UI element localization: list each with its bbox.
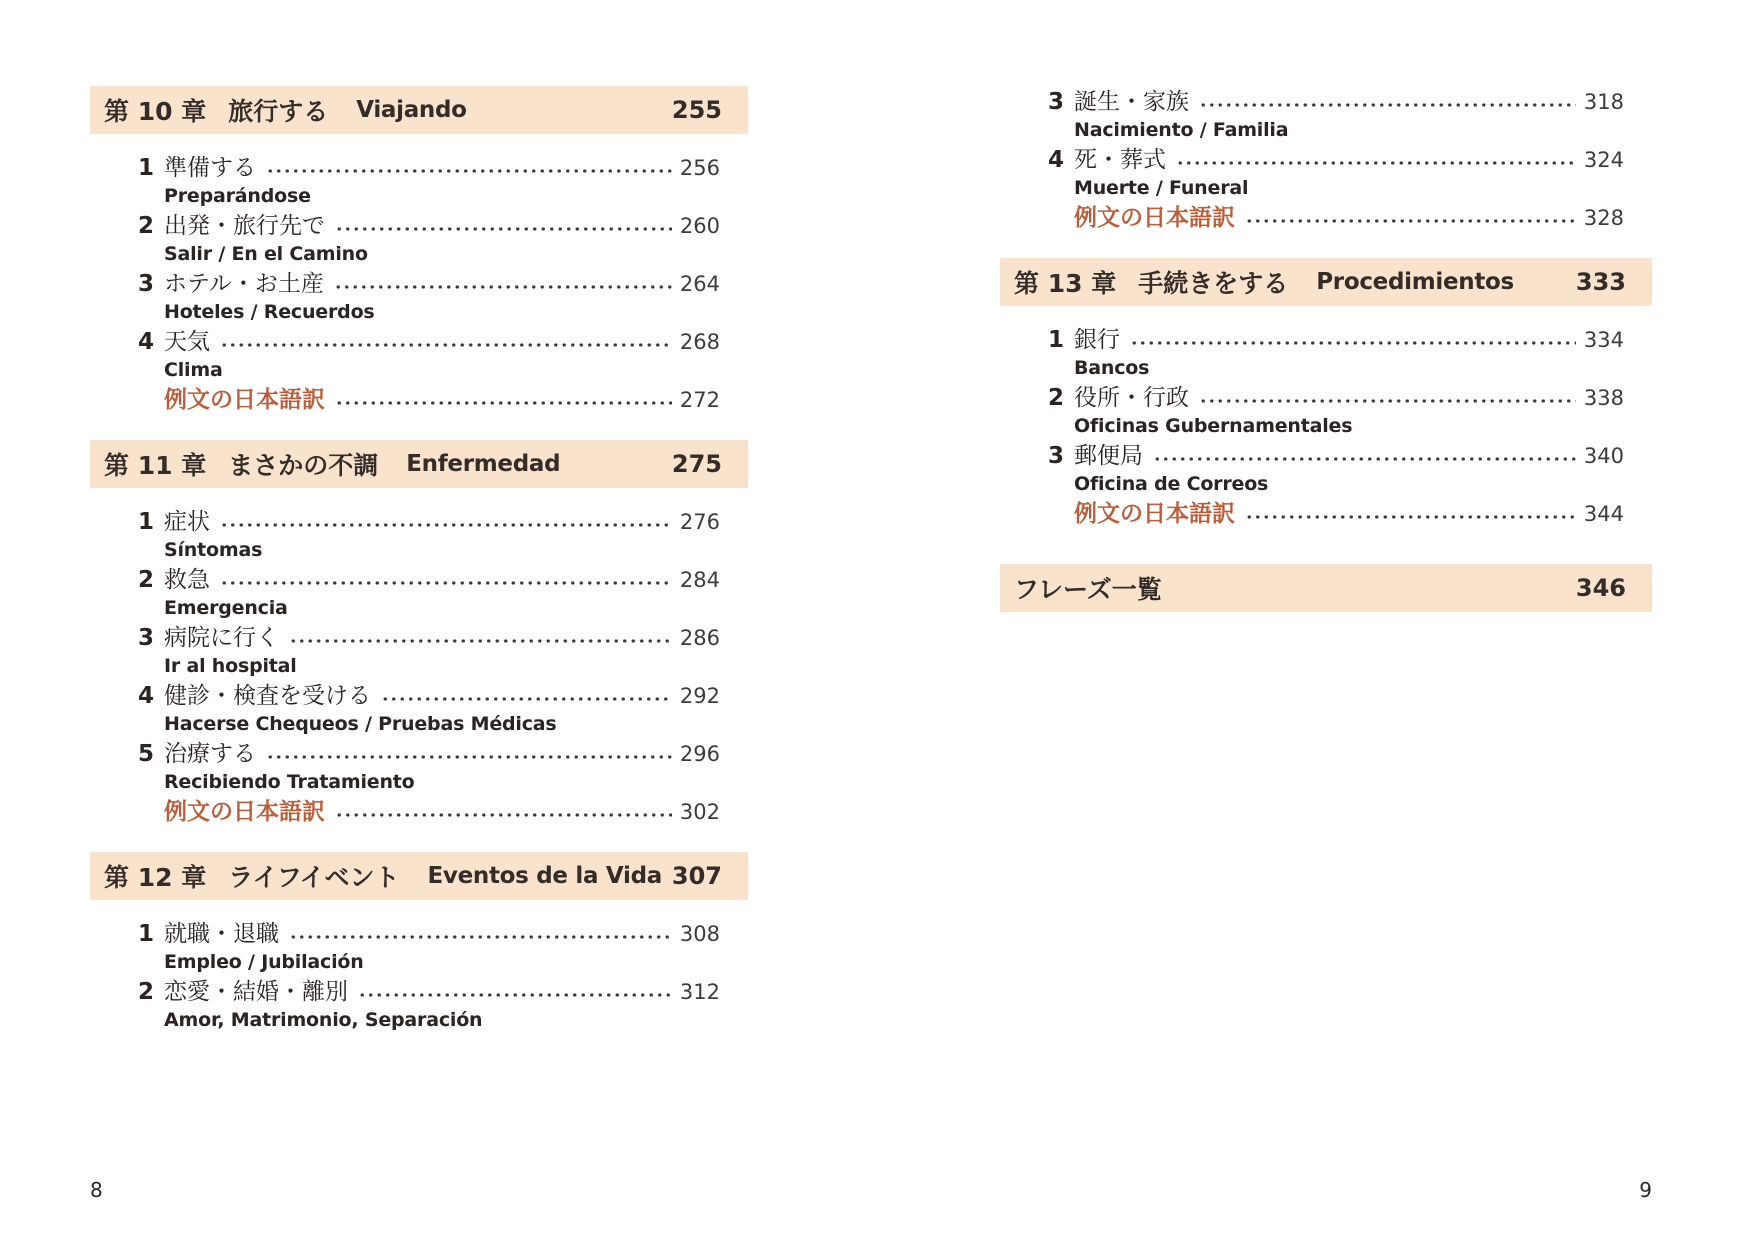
item-title-jp: 死・葬式: [1074, 147, 1166, 173]
toc-item-title-row: [138, 154, 748, 182]
item-number: 4: [1048, 147, 1065, 173]
item-title-es: Clima: [164, 359, 223, 381]
item-number: 4: [138, 683, 155, 709]
item-page-number: 324: [1583, 148, 1624, 172]
toc-item: [90, 920, 748, 974]
chapter-title-jp: 手続きをする: [1138, 269, 1289, 298]
toc-item-title-row: [138, 740, 748, 768]
toc-item: [90, 270, 748, 324]
page-number-right: 9: [1639, 1178, 1652, 1202]
toc-item: [90, 978, 748, 1032]
item-page-number: 292: [679, 684, 720, 708]
toc-item-title-row: [1048, 384, 1652, 412]
phrase-list-banner: [1000, 564, 1652, 612]
dot-leader: [335, 225, 672, 233]
chapter-title-jp: 旅行する: [228, 97, 329, 126]
chapter-number-label: 第 11 章: [104, 451, 207, 480]
toc-item-title-row: [1048, 146, 1652, 174]
chapter-page-number: 307: [671, 862, 722, 890]
toc-item: [90, 740, 748, 794]
item-page-number: 256: [679, 156, 720, 180]
chapter-number-label: 第 12 章: [104, 863, 207, 892]
example-translation-row: [1000, 500, 1652, 528]
toc-item: [1000, 442, 1652, 496]
item-title-es: Bancos: [1074, 357, 1150, 379]
item-title-es: Salir / En el Camino: [164, 243, 368, 265]
toc-item: [90, 154, 748, 208]
toc-item-title-row: [138, 566, 748, 594]
dot-leader: [1199, 397, 1576, 405]
chapter-page-number: 333: [1575, 268, 1626, 296]
dot-leader: [266, 167, 672, 175]
example-translation-row: [90, 798, 748, 826]
dot-leader: [358, 991, 672, 999]
chapter-title-es: Eventos de la Vida: [427, 863, 662, 889]
item-title-es: Preparándose: [164, 185, 311, 207]
item-page-number: 318: [1583, 90, 1624, 114]
item-page-number: 296: [679, 742, 720, 766]
toc-item: [90, 212, 748, 266]
dot-leader: [381, 695, 672, 703]
item-title-jp: 準備する: [164, 155, 256, 181]
extra-page-number: 302: [679, 800, 720, 824]
item-number: 3: [1048, 443, 1065, 469]
item-page-number: 340: [1583, 444, 1624, 468]
toc-item: [1000, 146, 1652, 200]
toc-item: [90, 328, 748, 382]
item-number: 1: [138, 921, 155, 947]
item-title-jp: 恋愛・結婚・離別: [164, 979, 348, 1005]
chapter-title-es: Procedimientos: [1316, 269, 1514, 295]
item-title-es: Empleo / Jubilación: [164, 951, 364, 973]
item-title-es: Recibiendo Tratamiento: [164, 771, 415, 793]
example-translation-label: 例文の日本語訳: [164, 387, 325, 413]
item-title-es: Muerte / Funeral: [1074, 177, 1249, 199]
item-title-jp: 天気: [164, 329, 210, 355]
item-number: 2: [138, 213, 155, 239]
toc-item: [1000, 326, 1652, 380]
item-title-es: Amor, Matrimonio, Separación: [164, 1009, 483, 1031]
toc-item-title-row: [138, 212, 748, 240]
item-page-number: 260: [679, 214, 720, 238]
chapter-title-jp: ライフイベント: [228, 863, 400, 892]
item-page-number: 338: [1583, 386, 1624, 410]
item-title-jp: 役所・行政: [1074, 385, 1189, 411]
item-page-number: 268: [679, 330, 720, 354]
toc-column-right: [1000, 88, 1652, 612]
toc-item-title-row: [1048, 88, 1652, 116]
toc-column-left: [90, 86, 748, 1036]
item-page-number: 284: [679, 568, 720, 592]
example-translation-row: [1000, 204, 1652, 232]
item-title-jp: 症状: [164, 509, 210, 535]
item-title-jp: 誕生・家族: [1074, 89, 1189, 115]
item-number: 3: [138, 625, 155, 651]
extra-page-number: 272: [679, 388, 720, 412]
toc-item-title-row: [1048, 442, 1652, 470]
chapter-header-bar: [90, 86, 748, 134]
item-title-jp: 郵便局: [1074, 443, 1143, 469]
item-title-es: Hoteles / Recuerdos: [164, 301, 375, 323]
item-page-number: 312: [679, 980, 720, 1004]
toc-item-title-row: [138, 328, 748, 356]
item-number: 4: [138, 329, 155, 355]
item-number: 3: [1048, 89, 1065, 115]
toc-item-title-row: [138, 920, 748, 948]
toc-item-title-row: [138, 624, 748, 652]
toc-item-title-row: [138, 978, 748, 1006]
extra-page-number: 344: [1583, 502, 1624, 526]
chapter-header-bar: [1000, 258, 1652, 306]
item-number: 1: [1048, 327, 1065, 353]
dot-leader: [1199, 101, 1576, 109]
example-translation-label: 例文の日本語訳: [1074, 205, 1235, 231]
phrase-list-label: フレーズ一覧: [1014, 575, 1162, 604]
toc-item-title-row: [138, 270, 748, 298]
item-title-es: Ir al hospital: [164, 655, 297, 677]
item-number: 5: [138, 741, 155, 767]
toc-item: [1000, 384, 1652, 438]
dot-leader: [289, 637, 672, 645]
extra-page-number: 328: [1583, 206, 1624, 230]
item-number: 2: [1048, 385, 1065, 411]
toc-item: [90, 508, 748, 562]
dot-leader: [266, 753, 672, 761]
item-number: 1: [138, 509, 155, 535]
chapter-header-bar: [90, 440, 748, 488]
item-title-es: Oficina de Correos: [1074, 473, 1269, 495]
item-title-jp: 救急: [164, 567, 210, 593]
chapter-title-es: Viajando: [356, 97, 467, 123]
chapter-header-bar: [90, 852, 748, 900]
dot-leader: [1245, 513, 1576, 521]
example-translation-label: 例文の日本語訳: [164, 799, 325, 825]
dot-leader: [1245, 217, 1576, 225]
phrase-list-page-number: 346: [1575, 574, 1626, 602]
item-page-number: 308: [679, 922, 720, 946]
page-number-left: 8: [90, 1178, 103, 1202]
item-title-jp: 銀行: [1074, 327, 1120, 353]
chapter-number-label: 第 10 章: [104, 97, 207, 126]
dot-leader: [1153, 455, 1576, 463]
example-translation-label: 例文の日本語訳: [1074, 501, 1235, 527]
item-number: 3: [138, 271, 155, 297]
chapter-number-label: 第 13 章: [1014, 269, 1117, 298]
item-title-jp: 出発・旅行先で: [164, 213, 325, 239]
toc-item: [90, 682, 748, 736]
dot-leader: [220, 341, 672, 349]
toc-item: [90, 624, 748, 678]
item-number: 1: [138, 155, 155, 181]
dot-leader: [1130, 339, 1576, 347]
toc-item: [1000, 88, 1652, 142]
chapter-page-number: 255: [671, 96, 722, 124]
item-title-jp: ホテル・お土産: [164, 271, 324, 297]
item-page-number: 334: [1583, 328, 1624, 352]
item-title-es: Nacimiento / Familia: [1074, 119, 1289, 141]
item-title-es: Síntomas: [164, 539, 263, 561]
dot-leader: [335, 811, 672, 819]
item-page-number: 264: [679, 272, 720, 296]
item-number: 2: [138, 567, 155, 593]
item-title-jp: 病院に行く: [164, 625, 279, 651]
toc-item-title-row: [138, 682, 748, 710]
chapter-page-number: 275: [671, 450, 722, 478]
toc-item: [90, 566, 748, 620]
chapter-title-jp: まさかの不調: [228, 451, 379, 480]
item-title-es: Emergencia: [164, 597, 288, 619]
chapter-title-es: Enfermedad: [406, 451, 561, 477]
item-title-jp: 就職・退職: [164, 921, 279, 947]
item-title-jp: 治療する: [164, 741, 256, 767]
item-number: 2: [138, 979, 155, 1005]
dot-leader: [220, 579, 672, 587]
item-title-jp: 健診・検査を受ける: [164, 683, 371, 709]
dot-leader: [1176, 159, 1576, 167]
toc-item-title-row: [138, 508, 748, 536]
item-page-number: 276: [679, 510, 720, 534]
item-title-es: Hacerse Chequeos / Pruebas Médicas: [164, 713, 557, 735]
dot-leader: [289, 933, 672, 941]
dot-leader: [335, 399, 672, 407]
item-page-number: 286: [679, 626, 720, 650]
example-translation-row: [90, 386, 748, 414]
dot-leader: [220, 521, 672, 529]
item-title-es: Oficinas Gubernamentales: [1074, 415, 1353, 437]
toc-item-title-row: [1048, 326, 1652, 354]
dot-leader: [334, 283, 672, 291]
